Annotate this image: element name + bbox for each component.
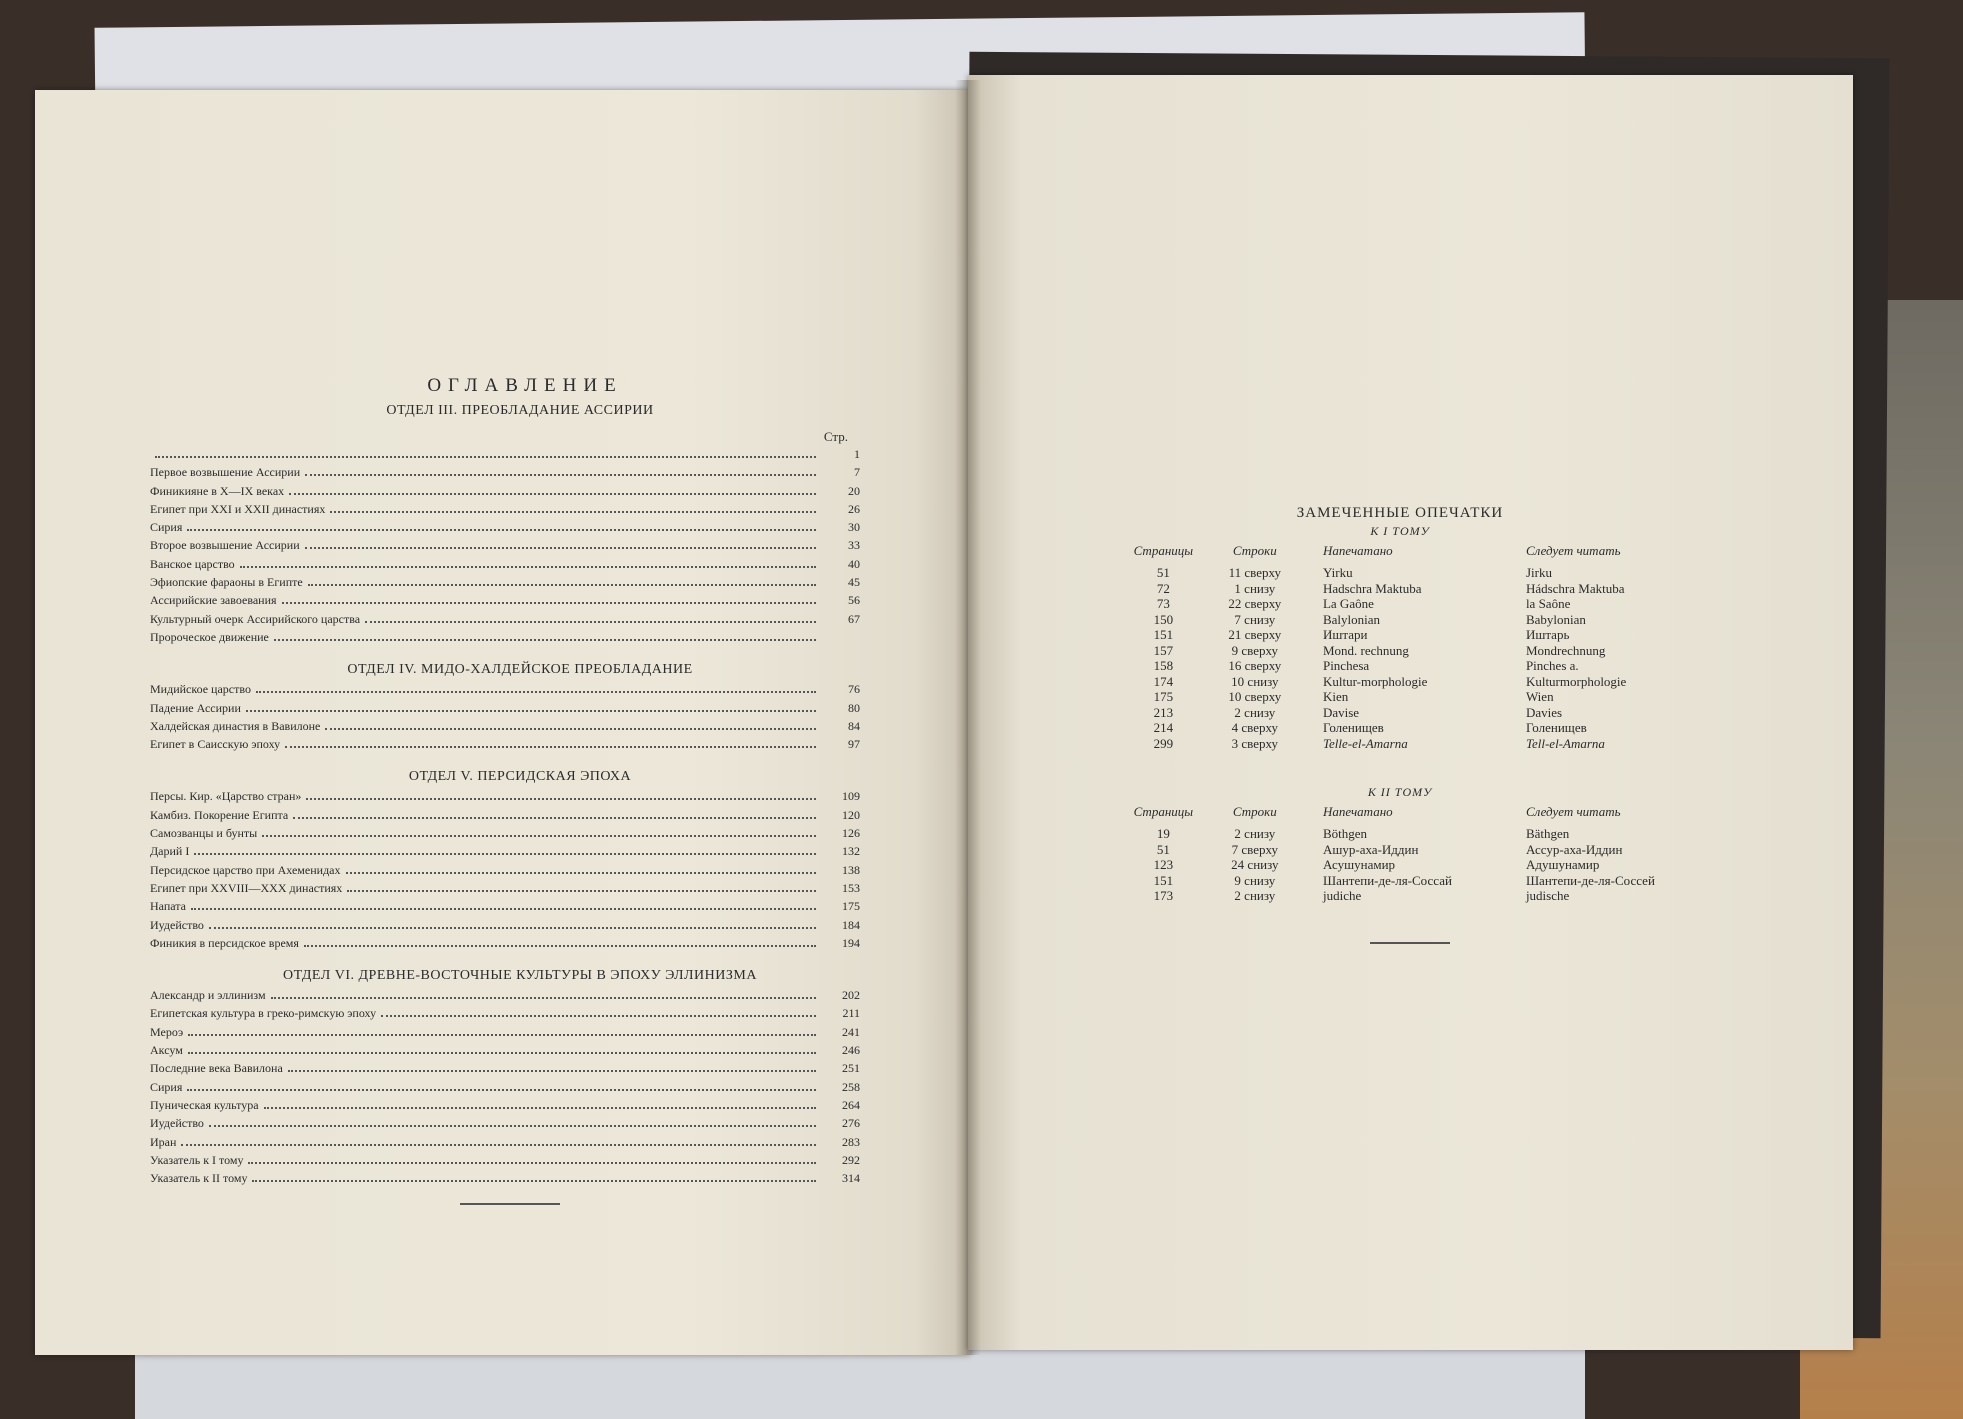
toc-entry — [150, 717, 860, 735]
toc-entry — [150, 879, 860, 897]
toc-section — [150, 403, 860, 646]
errata-line: 7 сверху — [1231, 841, 1278, 857]
dot-leader — [285, 746, 816, 748]
toc-entry-page: 276 — [842, 1116, 860, 1131]
toc-entry-page: 7 — [854, 465, 860, 480]
toc-entry-page: 109 — [842, 789, 860, 804]
errata-line: 3 сверху — [1231, 735, 1278, 751]
errata-rows — [1120, 565, 1680, 751]
toc-entry-title: Мероэ — [150, 1024, 184, 1039]
header-should-read: Следует читать — [1525, 804, 1621, 819]
dot-leader — [240, 566, 816, 568]
section-heading: ОТДЕЛ VI. ДРЕВНЕ-ВОСТОЧНЫЕ КУЛЬТУРЫ В ЭПОХУ ЭЛЛИНИЗМА — [283, 968, 757, 984]
toc-entry — [150, 628, 860, 646]
toc-entry-page: 138 — [842, 862, 860, 877]
toc-entry — [150, 610, 860, 628]
errata-correct: Pinches a. — [1525, 658, 1579, 673]
header-printed: Напечатано — [1322, 804, 1393, 819]
errata-row — [1120, 565, 1680, 581]
toc-entry-title: Культурный очерк Ассирийского царства — [150, 611, 361, 626]
errata-row — [1120, 658, 1680, 674]
errata-page: 173 — [1153, 888, 1174, 903]
dot-leader — [365, 621, 816, 623]
toc-section — [150, 662, 860, 753]
errata-printed: Böthgen — [1322, 826, 1368, 841]
errata-line: 10 сверху — [1228, 689, 1282, 704]
toc-entry-title: Сирия — [150, 520, 183, 535]
errata-title: ЗАМЕЧЕННЫЕ ОПЕЧАТКИ — [1296, 505, 1504, 521]
errata-row — [1120, 627, 1680, 643]
errata-volume — [1120, 785, 1680, 904]
toc-entry-page: 264 — [842, 1097, 860, 1112]
toc-entry-title: Второе возвышение Ассирии — [150, 538, 300, 553]
errata-row — [1120, 643, 1680, 659]
toc-section — [150, 968, 860, 1187]
dot-leader — [188, 1052, 816, 1054]
dot-leader — [155, 456, 816, 458]
errata-row — [1120, 612, 1680, 628]
toc-entry-page: 33 — [848, 538, 860, 553]
errata-line: 2 снизу — [1234, 888, 1276, 903]
dot-leader — [305, 474, 816, 476]
toc-entry-title: Указатель к II тому — [150, 1171, 248, 1186]
toc-entry — [150, 1059, 860, 1077]
toc-entry — [150, 1041, 860, 1059]
errata-page: 175 — [1153, 689, 1174, 704]
toc-entry-title: Аксум — [150, 1043, 183, 1058]
page-column-label: Стр. — [823, 429, 848, 444]
toc-entry-page: 132 — [842, 844, 860, 859]
toc-entry-page: 26 — [848, 501, 860, 516]
toc-entry-title: Самозванцы и бунты — [150, 826, 258, 841]
errata-line: 7 снизу — [1234, 611, 1276, 627]
errata-printed: Голенищев — [1322, 720, 1384, 735]
toc-entry — [150, 986, 860, 1004]
toc-entry-title: Финикия в персидское время — [150, 935, 299, 950]
toc-entry-page: 292 — [842, 1152, 860, 1167]
toc-title: ОГЛАВЛЕНИЕ — [427, 375, 623, 396]
errata-printed: Yirku — [1322, 565, 1353, 580]
errata-printed: Balylonian — [1322, 611, 1381, 627]
toc-entries — [150, 445, 860, 646]
section-heading: ОТДЕЛ IV. МИДО-ХАЛДЕЙСКОЕ ПРЕОБЛАДАНИЕ — [347, 662, 693, 678]
toc-entry-page: 246 — [842, 1043, 860, 1058]
errata-row — [1120, 705, 1680, 721]
dot-leader — [274, 639, 816, 641]
toc-entry — [150, 1169, 860, 1187]
dot-leader — [346, 872, 817, 874]
dot-leader — [293, 817, 816, 819]
dot-leader — [262, 835, 816, 837]
errata-printed: Mond. rechnung — [1322, 642, 1409, 658]
errata-correct: Hádschra Maktuba — [1525, 580, 1625, 596]
errata-line: 24 снизу — [1231, 857, 1279, 872]
errata-correct: Davies — [1525, 704, 1563, 720]
dot-leader — [347, 890, 816, 892]
errata-correct: Jirku — [1525, 565, 1552, 580]
toc-entry-page: 202 — [842, 988, 860, 1003]
dot-leader — [264, 1107, 816, 1109]
toc-entry-page: 40 — [848, 556, 860, 571]
errata-row — [1120, 842, 1680, 858]
toc-entry — [150, 735, 860, 753]
volume-label: К I ТОМУ — [1370, 524, 1430, 538]
toc-entry — [150, 1096, 860, 1114]
toc-entry-title: Александр и эллинизм — [150, 988, 266, 1003]
dot-leader — [381, 1015, 816, 1017]
errata-row — [1120, 857, 1680, 873]
errata-printed: Асушунамир — [1322, 857, 1396, 872]
dot-leader — [188, 1034, 816, 1036]
errata-correct: Bäthgen — [1525, 826, 1570, 841]
toc-entry-page: 20 — [848, 483, 860, 498]
errata-printed: Hadschra Maktuba — [1322, 580, 1422, 596]
toc-entry-page: 251 — [842, 1061, 860, 1076]
toc-entry-title: Первое возвышение Ассирии — [150, 465, 301, 480]
toc-entry-title: Финикияне в X—IX веках — [150, 483, 285, 498]
errata-page: 150 — [1153, 611, 1174, 627]
toc-entry-page: 97 — [848, 737, 860, 752]
toc-entry-title: Мидийское царство — [150, 682, 251, 697]
errata-correct: judische — [1525, 888, 1570, 903]
dot-leader — [248, 1162, 816, 1164]
errata-page: 157 — [1153, 642, 1174, 658]
toc-entries — [150, 986, 860, 1187]
toc-section — [150, 769, 860, 952]
header-lines: Строки — [1232, 543, 1277, 558]
toc-entry — [150, 861, 860, 879]
end-rule — [460, 1203, 560, 1205]
errata-correct: Иштарь — [1525, 627, 1570, 642]
toc-entry-title: Иудейство — [150, 917, 204, 932]
book-gutter — [955, 80, 981, 1355]
dot-leader — [306, 798, 816, 800]
errata-page: 72 — [1156, 580, 1170, 596]
errata-row — [1120, 596, 1680, 612]
errata-correct: Babylonian — [1525, 611, 1586, 627]
toc-entry-page: 84 — [848, 718, 860, 733]
errata-line: 16 сверху — [1228, 658, 1282, 673]
dot-leader — [304, 945, 816, 947]
errata-page: 214 — [1153, 720, 1174, 735]
errata-page: 19 — [1156, 826, 1170, 841]
dot-leader — [325, 728, 816, 730]
errata-printed: Pinchesa — [1322, 658, 1370, 673]
toc-entries — [150, 787, 860, 952]
errata-row — [1120, 674, 1680, 690]
toc-entry-page: 67 — [848, 611, 860, 626]
errata-correct: Kulturmorphologie — [1525, 673, 1627, 689]
toc-entry-title: Египетская культура в греко-римскую эпоху — [150, 1006, 377, 1021]
toc-entry-page: 211 — [842, 1006, 860, 1021]
dot-leader — [305, 547, 816, 549]
errata-row — [1120, 720, 1680, 736]
toc-entry — [150, 536, 860, 554]
toc-entry-title: Египет при XXVIII—XXX династиях — [150, 880, 343, 895]
toc-entry-title: Пуническая культура — [150, 1097, 259, 1112]
errata-correct: Голенищев — [1525, 720, 1587, 735]
errata-line: 2 снизу — [1234, 704, 1276, 720]
toc-entry — [150, 591, 860, 609]
errata-correct: Mondrechnung — [1525, 642, 1606, 658]
dot-leader — [209, 927, 816, 929]
errata-printed: La Gaône — [1322, 596, 1374, 611]
section-heading: ОТДЕЛ III. ПРЕОБЛАДАНИЕ АССИРИИ — [386, 403, 654, 418]
errata-printed: Davise — [1322, 704, 1360, 720]
toc-entry-title: Египет в Саисскую эпоху — [150, 737, 281, 752]
toc-entry-page: 184 — [842, 917, 860, 932]
toc-entry-title: Иудейство — [150, 1116, 204, 1131]
header-printed: Напечатано — [1322, 543, 1393, 558]
toc-entry-title: Сирия — [150, 1079, 183, 1094]
toc-entry — [150, 842, 860, 860]
errata-line: 10 снизу — [1231, 673, 1279, 689]
errata-correct: Адушунамир — [1525, 857, 1600, 872]
toc-entry-title: Персидское царство при Ахеменидах — [150, 862, 341, 877]
errata-header-row — [1120, 804, 1680, 820]
toc-entry-title: Халдейская династия в Вавилоне — [150, 718, 321, 733]
dot-leader — [194, 853, 816, 855]
toc-entry — [150, 787, 860, 805]
errata-row — [1120, 736, 1680, 752]
errata-line: 9 сверху — [1231, 642, 1278, 658]
errata-page: 151 — [1153, 872, 1174, 888]
toc-entry-page: 194 — [842, 935, 860, 950]
dot-leader — [330, 511, 816, 513]
errata-line: 21 сверху — [1228, 627, 1282, 642]
errata-printed: Telle-el-Amarna — [1322, 735, 1408, 751]
toc-entry-page: 314 — [842, 1171, 860, 1186]
toc-entry — [150, 934, 860, 952]
errata-printed: Kien — [1322, 689, 1349, 704]
errata-correct: Wien — [1525, 689, 1554, 704]
dot-leader — [308, 584, 816, 586]
dot-leader — [209, 1125, 816, 1127]
dot-leader — [252, 1180, 816, 1182]
toc-entry — [150, 1023, 860, 1041]
toc-entry-page: 80 — [848, 700, 860, 715]
dot-leader — [187, 1089, 816, 1091]
errata-page: 123 — [1153, 857, 1174, 872]
toc-entry — [150, 555, 860, 573]
errata-row — [1120, 888, 1680, 904]
toc-entry — [150, 500, 860, 518]
toc-entry — [150, 806, 860, 824]
dot-leader — [246, 710, 816, 712]
toc-entry-page: 175 — [842, 899, 860, 914]
toc-entry-title: Камбиз. Покорение Египта — [150, 807, 289, 822]
toc-entry-page: 30 — [848, 520, 860, 535]
section-heading: ОТДЕЛ V. ПЕРСИДСКАЯ ЭПОХА — [408, 769, 632, 785]
toc-entry-title: Напата — [150, 899, 186, 914]
errata-volume — [1120, 524, 1680, 751]
toc-entry — [150, 916, 860, 934]
errata-page: 151 — [1153, 627, 1174, 642]
errata-rows — [1120, 826, 1680, 904]
toc-entry-title: Египет при XXI и XXII династиях — [150, 501, 326, 516]
table-of-contents — [150, 375, 860, 1205]
dot-leader — [282, 602, 816, 604]
errata-page: 213 — [1153, 704, 1174, 720]
toc-entry-title: Ассирийские завоевания — [150, 593, 277, 608]
toc-entry-page: 76 — [848, 682, 860, 697]
errata-page: 299 — [1153, 735, 1174, 751]
errata-line: 22 сверху — [1228, 596, 1282, 611]
header-pages: Страницы — [1133, 804, 1194, 819]
errata-page: 51 — [1156, 565, 1170, 580]
end-rule — [1370, 942, 1450, 944]
toc-entry-title: Персы. Кир. «Царство стран» — [150, 789, 302, 804]
errata-page: 158 — [1153, 658, 1174, 673]
errata-correct: Tell-el-Amarna — [1525, 735, 1605, 751]
errata-row — [1120, 826, 1680, 842]
errata-line: 11 сверху — [1228, 565, 1281, 580]
errata-correct: Ассур-аха-Иддин — [1525, 841, 1623, 857]
toc-entry-title: Последние века Вавилона — [150, 1061, 283, 1076]
toc-entry-page: 126 — [842, 826, 860, 841]
toc-entry-page: 56 — [848, 593, 860, 608]
toc-entry — [150, 518, 860, 536]
dot-leader — [187, 529, 816, 531]
header-should-read: Следует читать — [1525, 543, 1621, 558]
toc-entry — [150, 824, 860, 842]
volume-label: К II ТОМУ — [1367, 785, 1433, 799]
dot-leader — [181, 1144, 816, 1146]
toc-entry-page: 153 — [842, 880, 860, 895]
errata-row — [1120, 581, 1680, 597]
toc-entry — [150, 445, 860, 463]
errata-page: 73 — [1156, 596, 1170, 611]
dot-leader — [191, 908, 816, 910]
errata-printed: Иштари — [1322, 627, 1368, 642]
toc-entry-page: 45 — [848, 575, 860, 590]
toc-entry — [150, 1004, 860, 1022]
errata-line: 1 снизу — [1234, 580, 1276, 596]
toc-entry — [150, 482, 860, 500]
dot-leader — [256, 691, 816, 693]
toc-entry-title: Падение Ассирии — [150, 700, 241, 715]
errata-printed: Ашур-аха-Иддин — [1322, 841, 1419, 857]
toc-entry-title: Пророческое движение — [150, 629, 269, 644]
errata-row — [1120, 873, 1680, 889]
toc-entry-title: Указатель к I тому — [150, 1152, 244, 1167]
errata — [1120, 505, 1680, 944]
toc-entry — [150, 573, 860, 591]
toc-entry-title: Эфиопские фараоны в Египте — [150, 575, 303, 590]
toc-entry-title: Иран — [150, 1134, 177, 1149]
toc-entry-page: 120 — [842, 807, 860, 822]
toc-entry — [150, 1114, 860, 1132]
dot-leader — [289, 493, 816, 495]
errata-printed: Шантепи-де-ля-Соссай — [1322, 872, 1452, 888]
toc-entry-page: 258 — [842, 1079, 860, 1094]
toc-entry — [150, 1151, 860, 1169]
toc-entry-page: 241 — [842, 1024, 860, 1039]
toc-entry-title: Дарий I — [150, 844, 190, 859]
errata-correct: la Saône — [1525, 596, 1571, 611]
toc-entry — [150, 1078, 860, 1096]
header-pages: Страницы — [1133, 543, 1194, 558]
toc-entry-page: 1 — [854, 447, 860, 461]
toc-entries — [150, 680, 860, 753]
errata-correct: Шантепи-де-ля-Соссей — [1525, 872, 1655, 888]
toc-entry — [150, 897, 860, 915]
dot-leader — [288, 1070, 816, 1072]
errata-page: 174 — [1153, 673, 1174, 689]
errata-printed: Kultur-morphologie — [1322, 673, 1428, 689]
errata-page: 51 — [1156, 841, 1170, 857]
header-lines: Строки — [1232, 804, 1277, 819]
errata-header-row — [1120, 543, 1680, 559]
toc-entry-title: Ванское царство — [150, 556, 235, 571]
errata-line: 2 снизу — [1234, 826, 1276, 841]
dot-leader — [271, 997, 816, 999]
errata-printed: judiche — [1322, 888, 1362, 903]
toc-entry — [150, 699, 860, 717]
toc-entry — [150, 680, 860, 698]
errata-line: 4 сверху — [1231, 720, 1278, 735]
toc-entry-page: 283 — [842, 1134, 860, 1149]
errata-row — [1120, 689, 1680, 705]
toc-entry — [150, 463, 860, 481]
errata-line: 9 снизу — [1234, 872, 1276, 888]
toc-entry — [150, 1133, 860, 1151]
